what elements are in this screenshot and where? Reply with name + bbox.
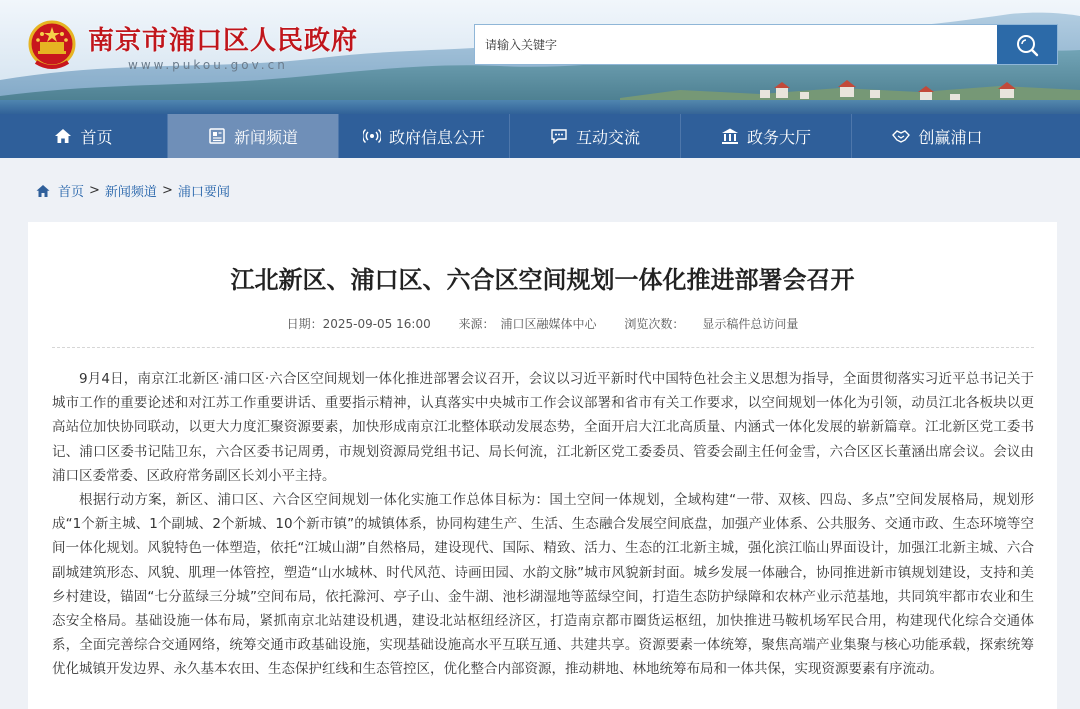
- news-icon: [208, 127, 226, 145]
- home-icon: [36, 184, 50, 198]
- nav-label: 创赢浦口: [918, 127, 983, 147]
- nav-item-service-hall[interactable]: [681, 114, 852, 158]
- nav-label: 首页: [80, 127, 113, 147]
- home-icon: [54, 127, 72, 145]
- article-card: [28, 222, 1057, 709]
- nav-label: 政务大厅: [746, 127, 811, 147]
- site-url: www.pukou.gov.cn: [128, 58, 288, 72]
- site-title[interactable]: 南京市浦口区人民政府: [88, 26, 359, 56]
- article-paragraph: 9月4日，南京江北新区·浦口区·六合区空间规划一体化推进部署会议召开，会议以习近平新时代中国特色社会主义思想为指导，全面贯彻落实习近平总书记关于城市工作的重要论述和对江苏工作重要讲话、重要指示精神，认真落实中央城市工作会议部署和省市有关工作要求，以空间规划一体化为引领，动员江北各板块以更高站位加快协同联动，以更大力度汇聚资源要素，加快形成南京江北整体联动发展态势，全面开启大江北高质量、内涵式一体化发展的崭新篇章。江北新区党工委书记、浦口区委书记陆卫东，六合区委书记周勇，市规划资源局党组书记、局长何流，江北新区党工委委员、管委会副主任何金雪，六合区区长董涵出席会议。会议由浦口区委常委、区政府常务副区长刘小平主持。: [52, 371, 1034, 484]
- broadcast-icon: [363, 127, 381, 145]
- article-title: 江北新区、浦口区、六合区空间规划一体化推进部署会召开: [230, 266, 855, 294]
- nav-item-interaction[interactable]: [510, 114, 681, 158]
- main-nav: [0, 114, 1080, 158]
- nav-label: 新闻频道: [233, 127, 298, 147]
- breadcrumb-separator: >: [89, 183, 100, 198]
- search-button[interactable]: [997, 25, 1057, 64]
- search-input[interactable]: [475, 25, 997, 64]
- nav-item-home[interactable]: [0, 114, 168, 158]
- chat-icon: [550, 127, 568, 145]
- header-banner: [0, 0, 1080, 114]
- breadcrumb-news-channel[interactable]: 新闻频道: [104, 185, 157, 200]
- article-source: 来源： 浦口区融媒体中心: [458, 317, 597, 331]
- article-paragraph: 根据行动方案，新区、浦口区、六合区空间规划一体化实施工作总体目标为：国土空间一体规划，全域构建“一带、双核、四岛、多点”空间发展格局，规划形成“1个新主城、1个副城、2个新城、10个新市镇”的城镇体系，协同构建生产、生活、生态融合发展空间底盘，加强产业体系、公共服务、交通市政、生态环境等空间一体化规划。风貌特色一体塑造，依托“江城山湖”自然格局，建设现代、国际、精致、活力、生态的江北新主城，强化滨江临山界面设计，加强江北新主城、六合副城建筑形态、风貌、肌理一体管控，塑造“山水城林、时代风范、诗画田园、水韵文脉”城市风貌新封面。城乡发展一体融合，协同推进新市镇规划建设，支持和美乡村建设，锚固“七分蓝绿三分城”空间布局，依托滁河、亭子山、金牛湖、池杉湖湿地等蓝绿空间，打造生态防护绿障和农林产业示范基地，共同筑牢都市农业和生态安全格局。基础设施一体布局，紧抓南京北站建设机遇，建设北站枢纽经济区，打造南京都市圈货运枢纽，加快推进马鞍机场军民合用，构建现代化综合交通体系，全面完善综合交通网络，统筹交通市政基础设施，实现基础设施高水平互联互通、共建共享。资源要素一体统筹，聚焦高端产业集聚与核心功能承载，探索统筹优化城镇开发边界、永久基本农田、生态保护红线和生态管控区，优化整合内部资源，推动耕地、林地统筹布局和一体共保，实现资源要素有序流动。: [52, 492, 1034, 678]
- breadcrumb-pukou-news[interactable]: 浦口要闻: [177, 185, 230, 200]
- breadcrumb-separator: >: [161, 183, 173, 198]
- nav-item-gov-info[interactable]: [339, 114, 510, 158]
- views-value: 显示稿件总访问量: [702, 317, 799, 331]
- article-body: [52, 367, 1034, 682]
- views-label: 浏览次数：: [624, 317, 685, 331]
- nav-label: 政府信息公开: [388, 127, 485, 147]
- nav-label: 互动交流: [575, 127, 640, 147]
- handshake-icon: [892, 127, 910, 145]
- breadcrumb: [36, 181, 230, 200]
- search-box: [474, 24, 1058, 65]
- nav-item-win-pukou[interactable]: [852, 114, 1023, 158]
- nav-item-news[interactable]: [168, 114, 339, 158]
- divider: [52, 347, 1034, 348]
- search-icon: [1015, 33, 1039, 57]
- national-emblem-icon: [28, 20, 76, 72]
- hall-icon: [721, 127, 739, 145]
- article-meta: [28, 315, 1057, 332]
- breadcrumb-home[interactable]: 首页: [58, 185, 85, 200]
- article-views: [624, 317, 798, 331]
- article-date: 日期：2025-09-05 16:00: [286, 317, 431, 331]
